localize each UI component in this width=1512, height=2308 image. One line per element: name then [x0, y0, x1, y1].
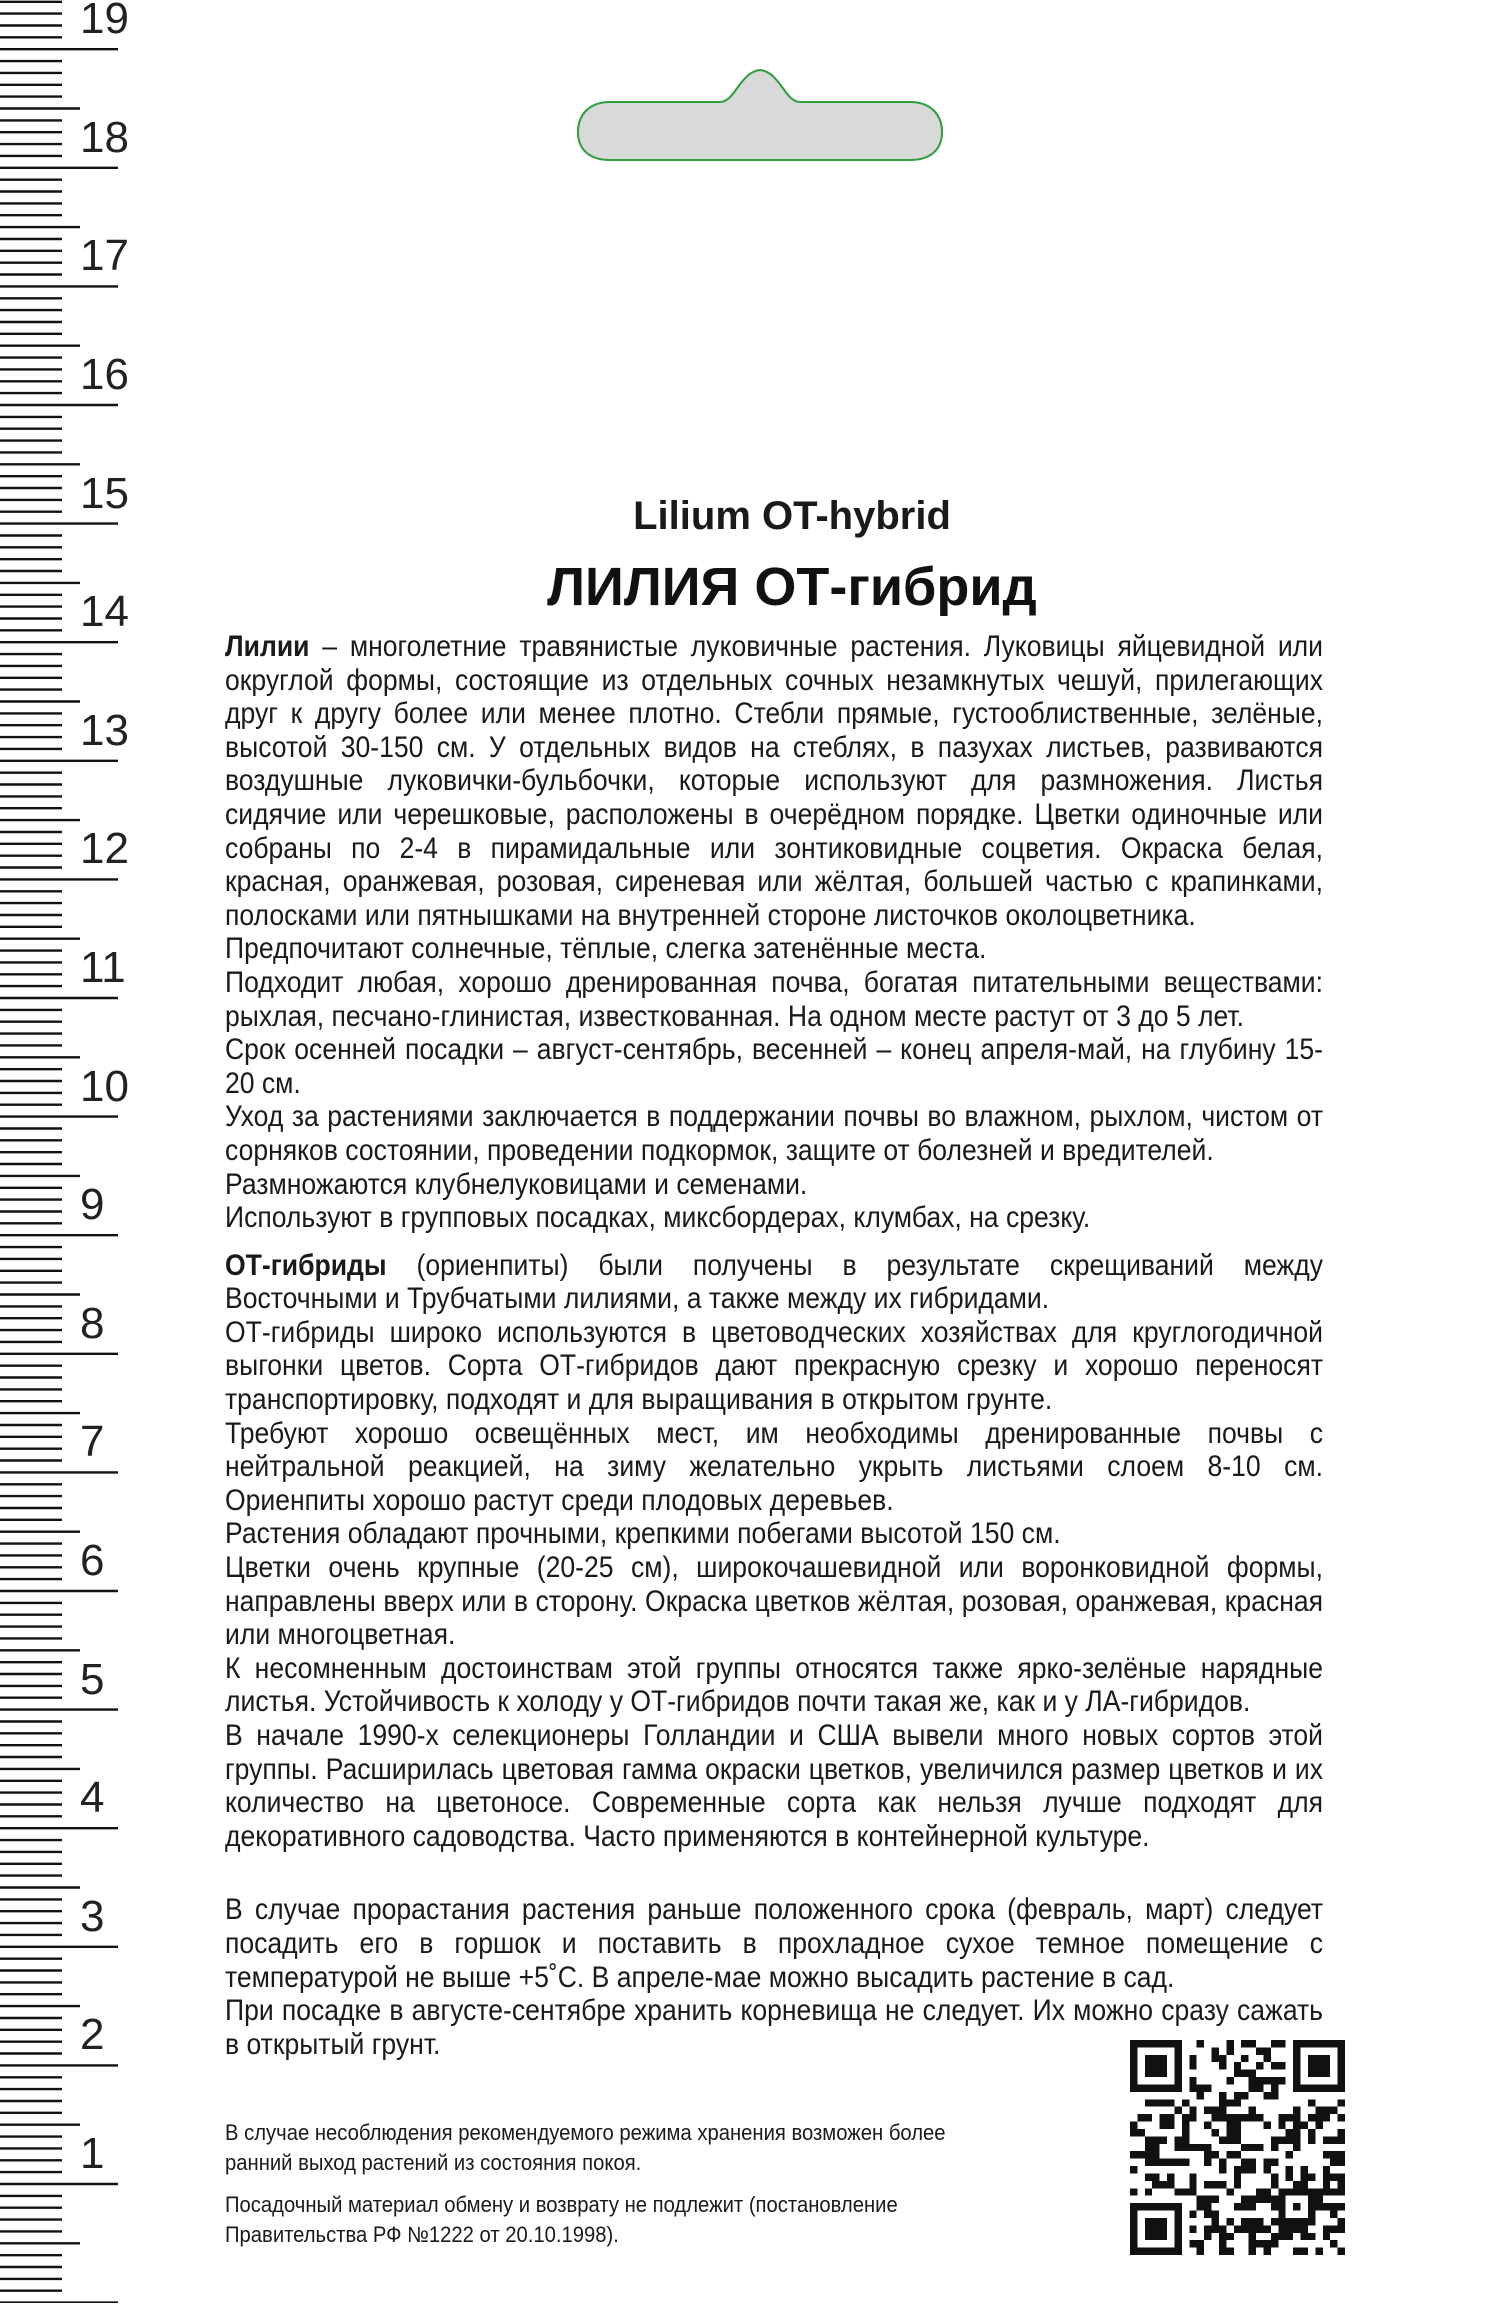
return-note: Посадочный материал обмену и возврату не подлежит (постановление Правительства РФ №1222 от 20.10.1998).: [225, 2192, 898, 2247]
ruler-number: 4: [80, 1773, 105, 1823]
paragraph-advantages: К несомненным достоинствам этой группы относятся также ярко-зелёные нарядные листья. Устойчивость к холоду у ОТ-гибридов почти такая же, как и у ЛА-гибридов.: [225, 1651, 1323, 1719]
ruler-number: 13: [80, 705, 129, 755]
centimeter-ruler: [0, 0, 140, 2303]
paragraph-flowers: Цветки очень крупные (20-25 см), широкочашевидной или воронковидной формы, направлены вверх или в сторону. Окраска цветков жёлтая, розовая, оранжевая, красная или многоцветная.: [225, 1551, 1323, 1652]
qr-code: [1130, 2040, 1345, 2255]
latin-title: Lilium OT-hybrid: [633, 494, 951, 538]
ruler-number: 7: [80, 1417, 105, 1467]
paragraph-lilies-description: [225, 630, 1323, 932]
description-text: [225, 630, 1323, 2061]
ruler-number: 11: [80, 943, 126, 992]
paragraph-history: В начале 1990-х селекционеры Голландии и США вывели много новых сортов этой группы. Расширилась цветовая гамма окраски цветков, увеличился размер цветков и их количество на цветоносе. Современные сорта как нельзя лучше подходят для декоративного садоводства. Часто применяются в контейнерной культуре.: [225, 1719, 1323, 1853]
ruler-number: 3: [80, 1891, 105, 1941]
hanger-tab-shape: [570, 62, 950, 162]
ruler-number: 1: [80, 2129, 105, 2178]
paragraph-soil: Подходит любая, хорошо дренированная почва, богатая питательными веществами: рыхлая, песчано-глинистая, известкованная. На одном месте растут от 3 до 5 лет.: [225, 965, 1323, 1033]
paragraph-care: Уход за растениями заключается в поддержании почвы во влажном, рыхлом, чистом от сорняков состоянии, проведении подкормок, защите от болезней и вредителей.: [225, 1100, 1323, 1167]
paragraph-autumn-planting: При посадке в августе-сентябре хранить корневища не следует. Их можно сразу сажать в открытый грунт.: [225, 1994, 1323, 2061]
ruler-number: 12: [80, 824, 129, 874]
paragraph-forcing: ОТ-гибриды широко используются в цветоводческих хозяйствах для круглогодичной выгонки цветов. Сорта ОТ-гибридов дают прекрасную срезку и хорошо переносят транспортировку, подходят и для выращивания в открытом грунте.: [225, 1315, 1323, 1417]
ruler-number: 14: [80, 587, 129, 637]
paragraph-shoots: Растения обладают прочными, крепкими побегами высотой 150 см.: [225, 1517, 1061, 1551]
ruler-number: 2: [80, 2010, 105, 2060]
paragraph-usage: Используют в групповых посадках, миксбордерах, клумбах, на срезку.: [225, 1201, 1091, 1235]
ruler-number: 10: [80, 1061, 129, 1111]
ruler-number: 8: [80, 1298, 105, 1348]
paragraph-planting-time: Срок осенней посадки – август-сентябрь, весенней – конец апреля-май, на глубину 15-20 см.: [225, 1033, 1323, 1100]
paragraph-early-sprouting: В случае прорастания растения раньше положенного срока (февраль, март) следует посадить его в горшок и поставить в прохладное сухое темное помещение с температурой не выше +5˚С. В апреле-мае можно высадить растение в сад.: [225, 1893, 1323, 1994]
paragraph-propagation: Размножаются клубнелуковицами и семенами.: [225, 1167, 808, 1201]
ruler-number: 6: [80, 1536, 105, 1585]
term-ot-hybrids: ОТ-гибриды: [225, 1248, 387, 1282]
russian-title: ЛИЛИЯ ОТ-гибрид: [547, 557, 1037, 617]
paragraph-text: (ориенпиты) были получены в результате скрещиваний между Восточными и Трубчатыми лилиями, а также между их гибридами.: [225, 1248, 1323, 1316]
ruler-number: 16: [80, 350, 129, 399]
paragraph-ot-hybrids: [225, 1249, 1323, 1316]
paragraph-text: – многолетние травянистые луковичные растения. Луковицы яйцевидной или округлой формы, состоящие из отдельных сочных незамкнутых чешуй, прилегающих друг к другу более или менее плотно. Стебли прямые, густооблиственные, зелёные, высотой 30-150 см. У отдельных видов на стеблях, в пазухах листьев, развиваются воздушные луковички-бульбочки, которые используют для размножения. Листья сидячие или черешковые, расположены в очерёдном порядке. Цветки одиночные или собраны по 2-4 в пирамидальные или зонтиковидные соцветия. Окраска белая, красная, оранжевая, розовая, сиреневая или жёлтая, большей частью с крапинками, полосками или пятнышками на внутренней стороне листочков околоцветника.: [225, 630, 1323, 932]
ruler-number: 5: [80, 1654, 105, 1704]
ruler-number: 19: [80, 0, 129, 44]
ruler-number: 17: [80, 231, 129, 281]
ruler-ticks: [0, 0, 140, 2303]
ruler-number: 15: [80, 468, 129, 518]
paragraph-light: Предпочитают солнечные, тёплые, слегка затенённые места.: [225, 932, 987, 966]
footer-notes: [225, 2118, 961, 2250]
paragraph-requirements: Требуют хорошо освещённых мест, им необходимы дренированные почвы с нейтральной реакцией, на зиму желательно укрыть листьями слоем 8-10 см. Ориенпиты хорошо растут среди плодовых деревьев.: [225, 1416, 1323, 1517]
storage-note: В случае несоблюдения рекомендуемого режима хранения возможен более ранний выход растений из состояния покоя.: [225, 2120, 946, 2175]
term-lilies: Лилии: [225, 630, 310, 663]
ruler-number: 18: [80, 112, 129, 162]
ruler-number: 9: [80, 1180, 105, 1230]
